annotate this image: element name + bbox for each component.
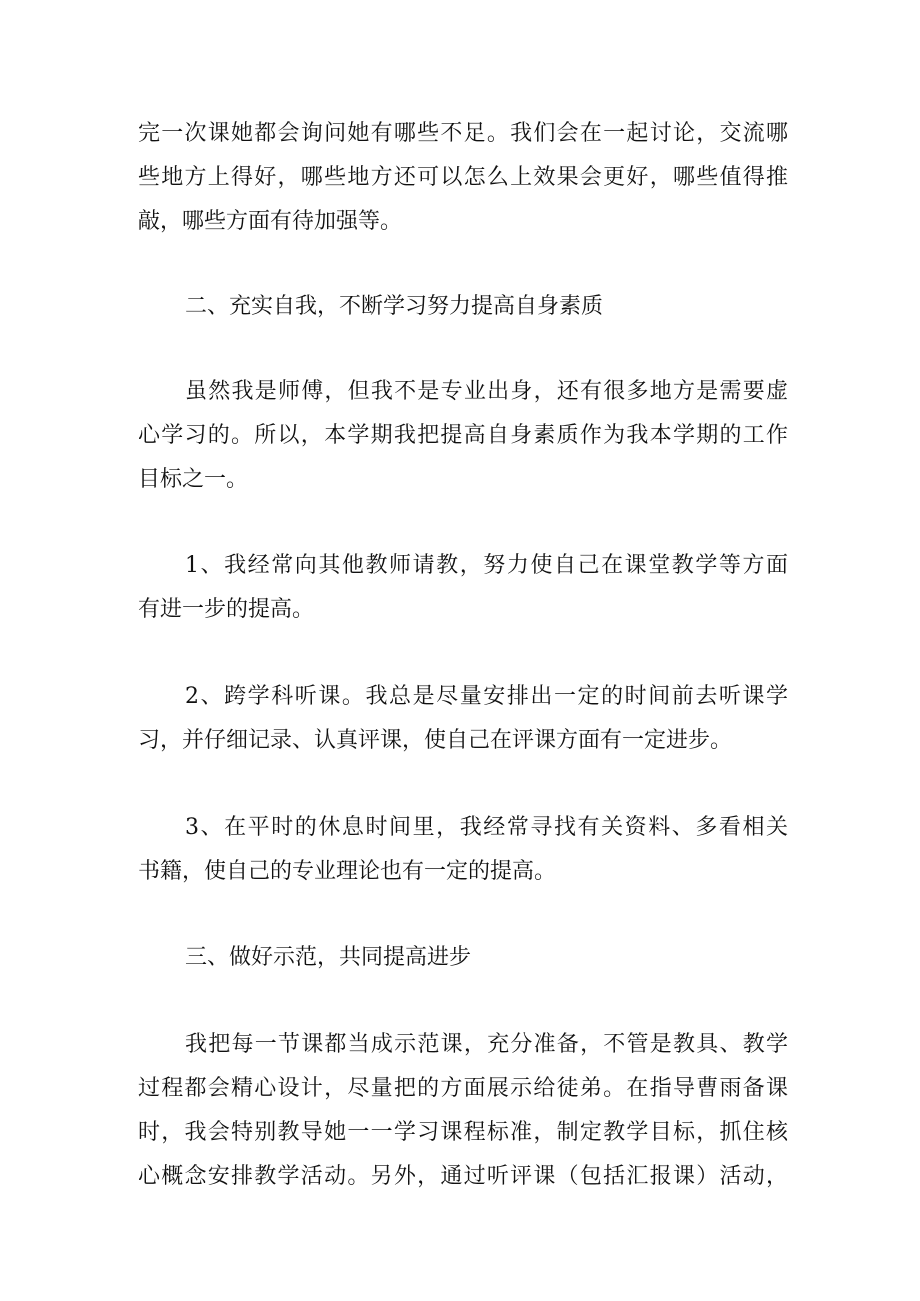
text-line: 些地方上得好，哪些地方还可以怎么上效果会更好，哪些值得推 [138, 165, 788, 190]
text-line: 1、我经常向其他教师请教，努力使自己在课堂教学等方面 [185, 553, 788, 578]
text-line: 书籍，使自己的专业理论也有一定的提高。 [138, 859, 557, 884]
paragraph-continuation [138, 112, 788, 244]
text-line: 3、在平时的休息时间里，我经常寻找有关资料、多看相关 [185, 815, 788, 840]
text-line: 心概念安排教学活动。另外，通过听评课（包括汇报课）活动， [138, 1164, 788, 1189]
list-item-2 [138, 675, 788, 763]
list-item-1 [138, 544, 788, 632]
text-line: 时，我会特别教导她一一学习课程标准，制定教学目标，抓住核 [138, 1120, 788, 1145]
section-heading-2 [138, 285, 788, 329]
text-line: 习，并仔细记录、认真评课，使自己在评课方面有一定进步。 [138, 728, 733, 753]
heading-line: 二、充实自我，不断学习努力提高自身素质 [185, 294, 604, 319]
heading-line: 三、做好示范，共同提高进步 [185, 945, 472, 970]
text-line: 2、跨学科听课。我总是尽量安排出一定的时间前去听课学 [185, 684, 788, 709]
text-line: 敲，哪些方面有待加强等。 [138, 209, 403, 234]
text-line: 目标之一。 [138, 467, 249, 492]
text-line: 有进一步的提高。 [138, 597, 315, 622]
list-item-3 [138, 806, 788, 894]
paragraph-demonstration [138, 1023, 788, 1199]
text-line: 过程都会精心设计，尽量把的方面展示给徒弟。在指导曹雨备课 [138, 1076, 788, 1101]
text-line: 完一次课她都会询问她有哪些不足。我们会在一起讨论，交流哪 [138, 121, 788, 146]
paragraph-self-improvement [138, 370, 788, 502]
text-line: 心学习的。所以，本学期我把提高自身素质作为我本学期的工作 [138, 423, 788, 448]
section-heading-3 [138, 936, 788, 980]
text-line: 虽然我是师傅，但我不是专业出身，还有很多地方是需要虚 [185, 379, 788, 404]
text-line: 我把每一节课都当成示范课，充分准备，不管是教具、教学 [185, 1032, 788, 1057]
